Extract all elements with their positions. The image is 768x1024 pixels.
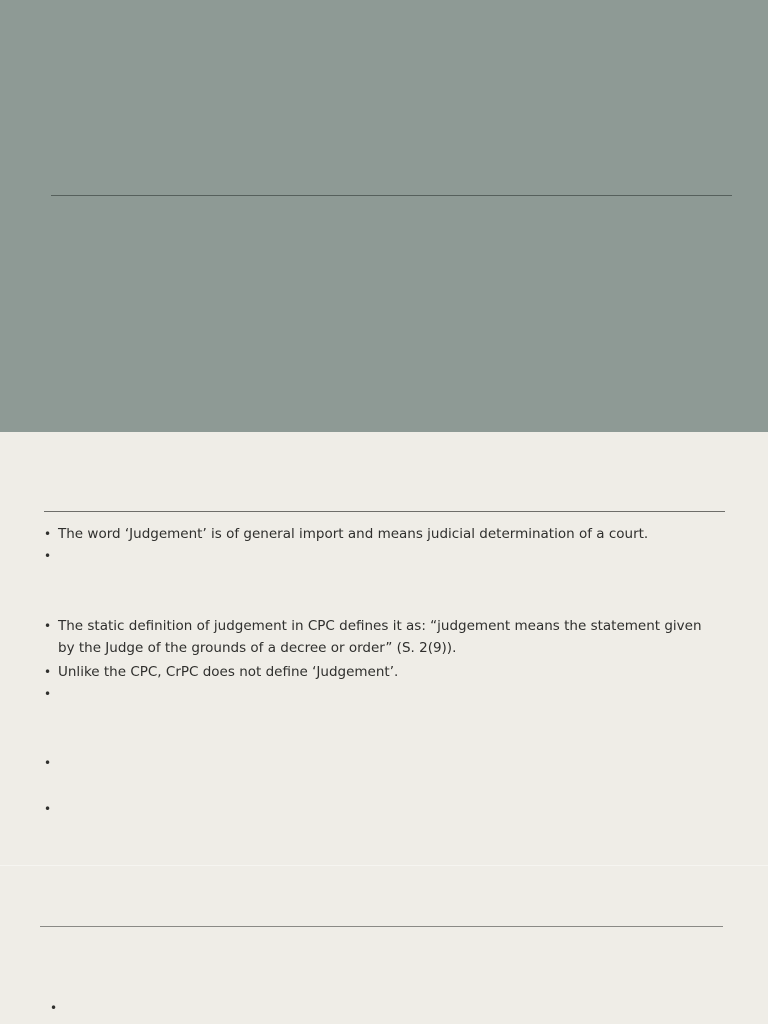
bullet-empty [44,798,714,820]
title-slide [0,0,768,432]
title-divider-line [51,195,732,196]
bullet-empty [44,683,714,705]
bullet-cpc-definition: • The static definition of judgement in CPC defines it as: “judgement means the statement given by the Judge of the grounds of a decree or order” (S. 2(9)). [44,615,714,659]
definition-slide [0,432,768,865]
bullet-judgement-meaning: • The word ‘Judgement’ is of general import and means judicial determination of a court. [44,523,714,545]
bullet-empty [44,545,714,567]
next-slide [0,866,768,1024]
bullet-crpc-note: • Unlike the CPC, CrPC does not define ‘Judgement’. [44,661,714,683]
bullet-empty [44,752,714,774]
bullet-empty [50,997,720,1019]
next-divider-line [40,926,723,927]
content-divider-line [44,511,725,512]
